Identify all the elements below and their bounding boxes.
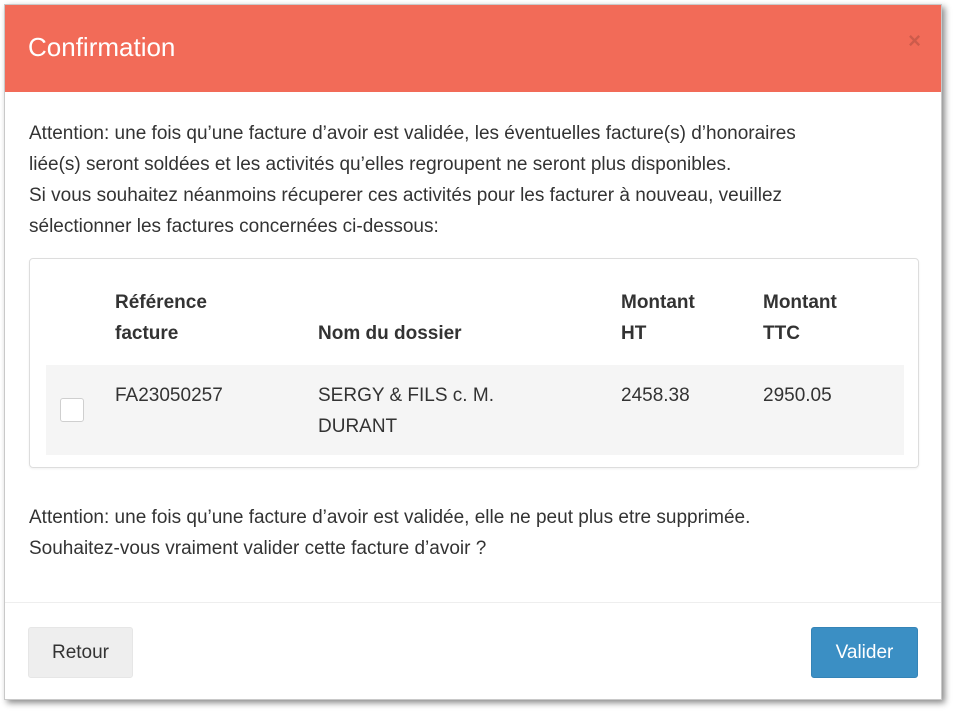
- intro-message: [29, 118, 919, 242]
- row-montant-ttc: 2950.05: [763, 385, 832, 406]
- row-montant-ht: 2458.38: [621, 385, 690, 406]
- row-select-cell: [46, 365, 115, 455]
- intro-text-line: sélectionner les factures concernées ci-dessous:: [29, 216, 439, 237]
- confirmation-dialog: [4, 4, 942, 700]
- header-ttc-line: Montant: [763, 292, 837, 313]
- invoices-table: [46, 287, 904, 455]
- header-montant-ttc: [763, 287, 904, 365]
- warning-message: [29, 502, 919, 564]
- row-dossier-line: SERGY & FILS c. M.: [318, 385, 494, 406]
- back-button[interactable]: Retour: [28, 627, 133, 678]
- header-ht-line: HT: [621, 323, 647, 344]
- dialog-title: Confirmation: [28, 32, 176, 62]
- dialog-footer: [5, 602, 941, 700]
- table-row: [46, 365, 904, 455]
- warning-text-line: Souhaitez-vous vraiment valider cette facture d’avoir ?: [29, 538, 487, 559]
- row-dossier: [318, 365, 621, 455]
- intro-text-line: Attention: une fois qu’une facture d’avoir est validée, les éventuelles facture(s) d’honoraires: [29, 123, 796, 144]
- close-icon[interactable]: ×: [908, 28, 921, 53]
- header-reference: [115, 287, 318, 365]
- header-reference-line: Référence: [115, 292, 207, 313]
- intro-text-line: liée(s) seront soldées et les activités qu’elles regroupent ne seront plus disponibles.: [29, 154, 732, 175]
- table-header-row: [46, 287, 904, 365]
- header-select: [46, 287, 115, 365]
- invoice-checkbox[interactable]: [60, 398, 84, 422]
- header-ht-line: Montant: [621, 292, 695, 313]
- validate-button[interactable]: Valider: [811, 627, 918, 678]
- row-reference: FA23050257: [115, 385, 223, 406]
- invoices-table-panel: [29, 258, 919, 468]
- header-dossier: Nom du dossier: [318, 323, 462, 344]
- warning-text-line: Attention: une fois qu’une facture d’avoir est validée, elle ne peut plus etre supprimée.: [29, 507, 751, 528]
- row-dossier-line: DURANT: [318, 416, 398, 437]
- header-ttc-line: TTC: [763, 323, 800, 344]
- intro-text-line: Si vous souhaitez néanmoins récuperer ces activités pour les facturer à nouveau, veuillez: [29, 185, 783, 206]
- dialog-header: [5, 5, 941, 92]
- header-montant-ht: [621, 287, 763, 365]
- header-reference-line: facture: [115, 323, 179, 344]
